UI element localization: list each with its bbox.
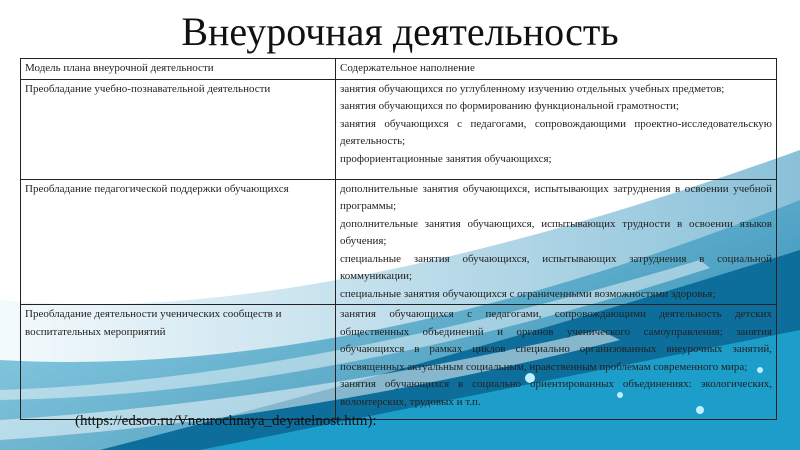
table-header-row — [21, 59, 777, 80]
content-item: специальные занятия обучающихся с ограниченными возможностями здоровья; — [340, 287, 716, 300]
content-item: профориентационные занятия обучающихся; — [340, 152, 552, 165]
row-model: Преобладание деятельности ученических сообществ и воспитательных мероприятий — [21, 305, 336, 420]
table-row — [21, 179, 777, 305]
header-model: Модель плана внеурочной деятельности — [21, 59, 336, 80]
row-content — [336, 179, 777, 305]
header-content: Содержательное наполнение — [336, 59, 777, 80]
row-content — [336, 79, 777, 179]
slide-title: Внеурочная деятельность — [181, 9, 619, 54]
content-item: занятия обучающихся по формированию функциональной грамотности; — [340, 100, 679, 112]
source-link[interactable]: (https://edsoo.ru/Vneurochnaya_deyatelnost.htm): — [75, 413, 377, 429]
content-item: занятия обучающихся по углубленному изучению отдельных учебных предметов; — [340, 82, 725, 95]
table-row — [21, 305, 777, 420]
content-item: занятия обучающихся с педагогами, сопровождающими деятельность детских общественных объединений и органов ученического самоуправления; занятия обучающихся в рамках циклов специально организованных внеурочных занятий, посвященных актуальным социальным, нравственным проблемам современного мира; — [340, 308, 772, 373]
content-item: дополнительные занятия обучающихся, испытывающих трудности в освоении языков обучения; — [340, 217, 772, 247]
extracurricular-plan-table — [20, 58, 777, 420]
content-item: занятия обучающихся с педагогами, сопровождающими проектно-исследовательскую деятельность; — [340, 117, 772, 147]
row-content — [336, 305, 777, 420]
content-item: занятия обучающихся в социально ориентированных объединениях: экологических, волонтерских, трудовых и т.п. — [340, 378, 772, 408]
table-row — [21, 79, 777, 179]
content-item: специальные занятия обучающихся, испытывающих затруднения в социальной коммуникации; — [340, 252, 772, 282]
content-item: дополнительные занятия обучающихся, испытывающих затруднения в освоении учебной программы; — [340, 182, 772, 212]
row-model: Преобладание педагогической поддержки обучающихся — [21, 179, 336, 305]
row-model: Преобладание учебно-познавательной деятельности — [21, 79, 336, 179]
